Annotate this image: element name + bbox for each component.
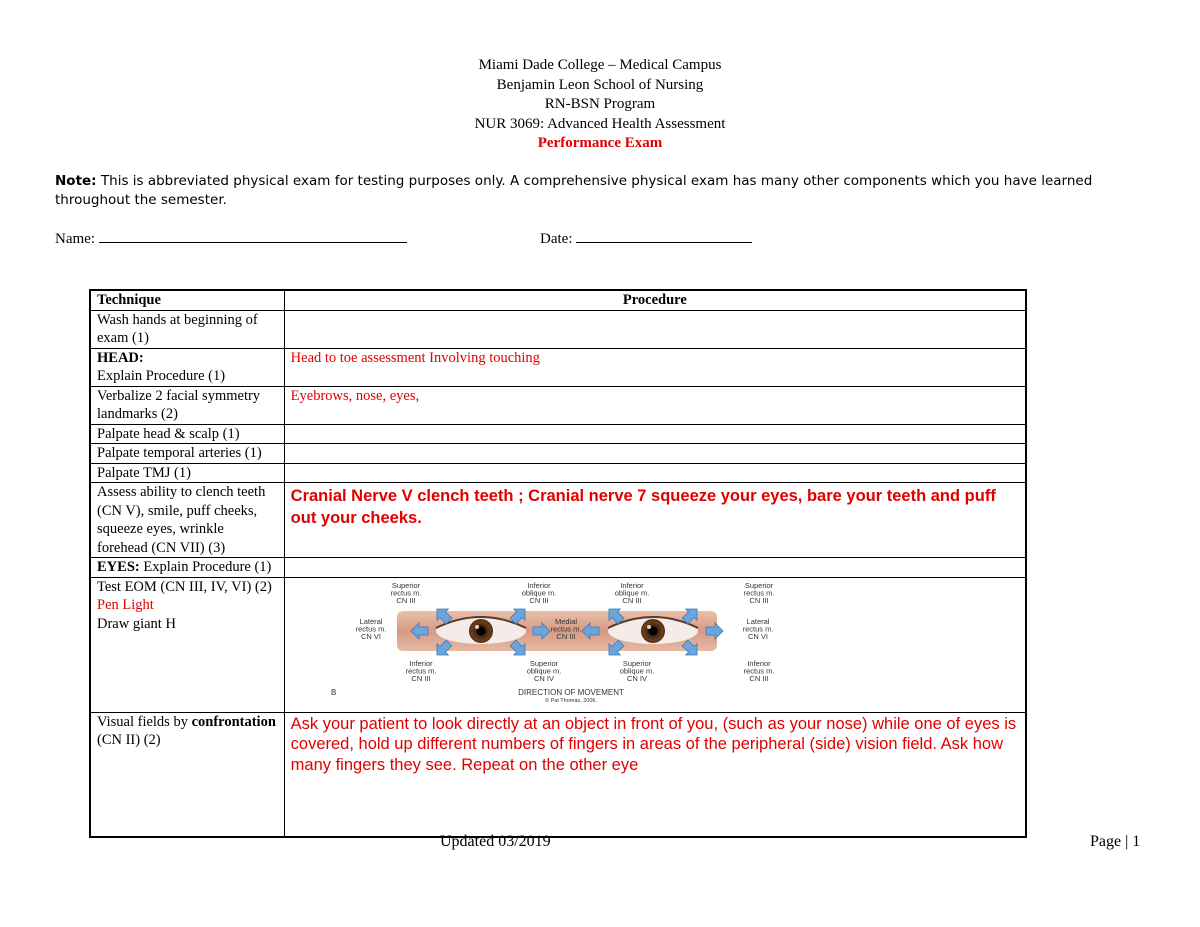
- label-lateral-rectus-left: Lateral rectus m. CN VI: [355, 616, 387, 641]
- procedure-cell: [284, 577, 1026, 712]
- procedure-cell: [284, 310, 1026, 348]
- technique-bold: confrontation: [191, 713, 276, 730]
- label-inferior-rectus-right: Inferior rectus m. CN III: [743, 658, 775, 683]
- procedure-cell: [284, 463, 1026, 483]
- procedure-header: Procedure: [284, 290, 1026, 310]
- procedure-cell: [284, 558, 1026, 578]
- technique-cell: Assess ability to clench teeth (CN V), smile, puff cheeks, squeeze eyes, wrinkle forehead (CN VII) (3): [90, 483, 284, 558]
- table-row: [90, 577, 1026, 712]
- technique-cell: [90, 348, 284, 386]
- pen-light-note: Pen Light: [97, 597, 154, 613]
- procedure-cell: [284, 424, 1026, 444]
- label-inferior-oblique-right: Inferior oblique m. CN III: [614, 580, 649, 605]
- draw-h-note: Draw giant H: [97, 615, 176, 632]
- note-text: This is abbreviated physical exam for testing purposes only. A comprehensive physical exam has many other components which you have learned throughout the semester.: [55, 173, 1093, 208]
- technique-header: Technique: [90, 290, 284, 310]
- date-label: Date:: [540, 231, 573, 247]
- section-eyes: EYES:: [97, 559, 140, 575]
- technique-text: Test EOM (CN III, IV, VI) (2): [97, 578, 272, 595]
- technique-cell: Palpate head & scalp (1): [90, 424, 284, 444]
- technique-cell: Palpate TMJ (1): [90, 463, 284, 483]
- eom-diagram: [330, 580, 775, 707]
- table-header-row: [90, 290, 1026, 310]
- note-label: Note:: [55, 173, 97, 189]
- name-label: Name:: [55, 231, 95, 247]
- technique-cell: [90, 712, 284, 837]
- label-inferior-oblique-left: Inferior oblique m. CN III: [521, 580, 556, 605]
- table-row: [90, 444, 1026, 464]
- label-inferior-rectus-left: Inferior rectus m. CN III: [405, 658, 437, 683]
- table-row: [90, 483, 1026, 558]
- footer-updated: Updated 03/2019: [440, 833, 551, 850]
- technique-cell: [90, 577, 284, 712]
- table-row: [90, 463, 1026, 483]
- clench-procedure: Cranial Nerve V clench teeth ; Cranial nerve 7 squeeze your eyes, bare your teeth and puff out your cheeks.: [290, 487, 996, 527]
- technique-text: Visual fields by: [97, 713, 192, 730]
- procedure-cell: Head to toe assessment Involving touching: [284, 348, 1026, 386]
- label-superior-oblique-left: Superior oblique m. CN IV: [526, 658, 561, 683]
- technique-text: Explain Procedure (1): [139, 559, 272, 575]
- program-name: RN-BSN Program: [544, 96, 656, 112]
- procedure-cell: [284, 712, 1026, 837]
- table-row: [90, 424, 1026, 444]
- college-name: Miami Dade College – Medical Campus: [478, 57, 722, 73]
- table-row: [90, 348, 1026, 386]
- visual-procedure: Ask your patient to look directly at an object in front of you, (such as your nose) while one of eyes is covered, hold up different numbers of fingers in areas of the peripheral (side) vision field. Ask how many fingers they see. Repeat on the other eye: [290, 714, 1017, 774]
- figure-caption: DIRECTION OF MOVEMENT: [517, 687, 624, 697]
- technique-cell: Palpate temporal arteries (1): [90, 444, 284, 464]
- exam-table: [89, 289, 1027, 838]
- date-blank[interactable]: [576, 228, 752, 243]
- procedure-cell: Eyebrows, nose, eyes,: [284, 386, 1026, 424]
- technique-cell: Verbalize 2 facial symmetry landmarks (2): [90, 386, 284, 424]
- technique-text: Explain Procedure (1): [97, 368, 226, 384]
- document-title: Performance Exam: [537, 135, 663, 151]
- note-paragraph: [55, 172, 1095, 210]
- table-row: [90, 386, 1026, 424]
- school-name: Benjamin Leon School of Nursing: [496, 76, 704, 93]
- figure-credit: © Pat Thomas, 2006.: [544, 697, 597, 704]
- table-row: [90, 558, 1026, 578]
- table-row: [90, 712, 1026, 837]
- technique-text: (CN II) (2): [97, 732, 161, 748]
- label-superior-oblique-right: Superior oblique m. CN IV: [619, 658, 654, 683]
- name-blank[interactable]: [99, 228, 407, 243]
- label-medial-rectus: Medial rectus m. CN III: [550, 616, 582, 641]
- document-header: [0, 56, 1200, 154]
- label-lateral-rectus-right: Lateral rectus m. CN VI: [742, 616, 774, 641]
- name-field[interactable]: [55, 228, 407, 248]
- technique-cell: Wash hands at beginning of exam (1): [90, 310, 284, 348]
- procedure-cell: [284, 483, 1026, 558]
- section-head: HEAD:: [97, 349, 144, 366]
- course-name: NUR 3069: Advanced Health Assessment: [474, 115, 726, 132]
- technique-cell: [90, 558, 284, 578]
- label-superior-rectus-right: Superior rectus m. CN III: [743, 580, 775, 605]
- figure-letter: B: [330, 687, 336, 697]
- procedure-cell: [284, 444, 1026, 464]
- label-superior-rectus-left: Superior rectus m. CN III: [390, 580, 422, 605]
- footer-page-number: Page | 1: [1090, 833, 1141, 850]
- date-field[interactable]: [540, 228, 752, 248]
- table-row: [90, 310, 1026, 348]
